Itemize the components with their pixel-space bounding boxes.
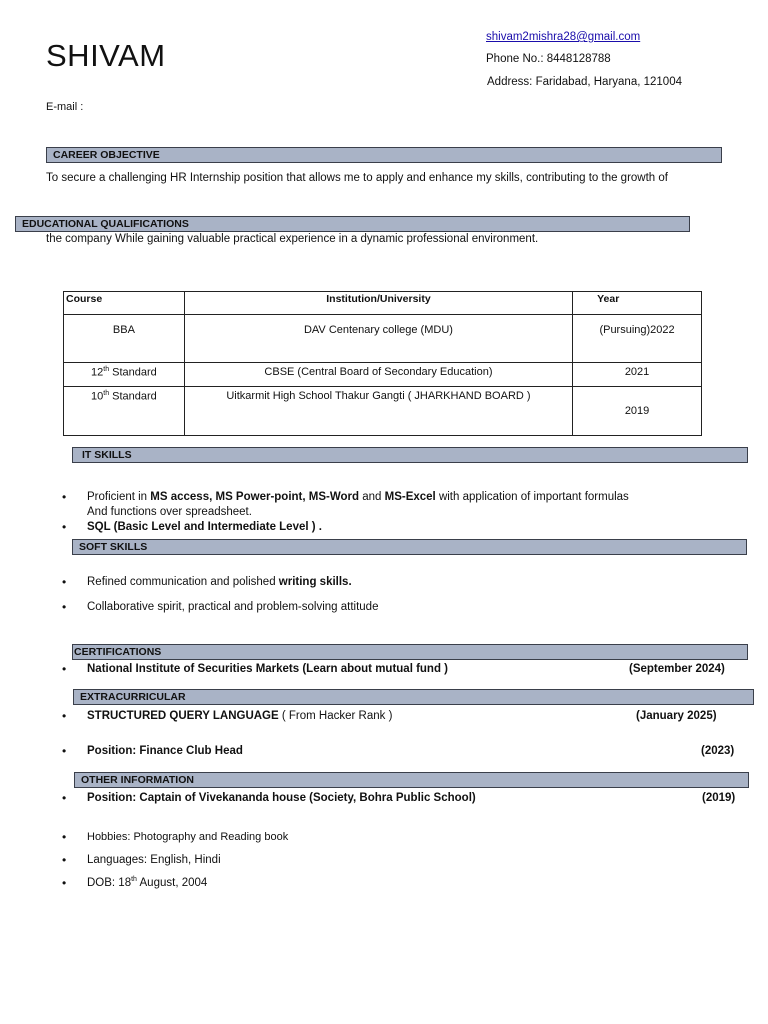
course-cell: 10th Standard xyxy=(64,387,185,436)
bullet-icon: • xyxy=(62,876,67,890)
it-skill-item-1: Proficient in MS access, MS Power-point, MS-Word and MS-Excel with application of important formulas xyxy=(87,491,629,503)
objective-line-2: the company While gaining valuable practical experience in a dynamic professional environment. xyxy=(46,233,539,245)
objective-line-1: To secure a challenging HR Internship position that allows me to apply and enhance my skills, contributing to the growth of xyxy=(46,172,668,184)
bullet-icon: • xyxy=(62,709,67,723)
certifications-heading: CERTIFICATIONS xyxy=(72,644,748,660)
course-cell: 12th Standard xyxy=(64,363,185,387)
extracurricular-item-1: STRUCTURED QUERY LANGUAGE ( From Hacker Rank ) xyxy=(87,710,393,722)
it-skills-heading: IT SKILLS xyxy=(72,447,748,463)
institution-cell: CBSE (Central Board of Secondary Education) xyxy=(184,363,572,387)
languages: Languages: English, Hindi xyxy=(87,854,221,866)
phone-number: Phone No.: 8448128788 xyxy=(486,53,611,65)
col-institution-header: Institution/University xyxy=(184,292,572,315)
certification-item: National Institute of Securities Markets (Learn about mutual fund ) xyxy=(87,663,449,675)
bullet-icon: • xyxy=(62,520,67,534)
year-cell: 2019 xyxy=(573,387,702,436)
date-of-birth: DOB: 18th August, 2004 xyxy=(87,876,208,889)
education-table xyxy=(63,291,702,436)
other-info-position: Position: Captain of Vivekananda house (Society, Bohra Public School) xyxy=(87,792,476,804)
bullet-icon: • xyxy=(62,830,67,844)
certification-date: (September 2024) xyxy=(629,663,725,675)
hobbies: Hobbies: Photography and Reading book xyxy=(87,831,289,843)
table-row xyxy=(64,315,702,363)
bullet-icon: • xyxy=(62,600,67,614)
extracurricular-item-2-date: (2023) xyxy=(701,745,735,757)
email-link[interactable]: shivam2mishra28@gmail.com xyxy=(486,31,641,43)
col-course-header: Course xyxy=(64,292,185,315)
bullet-icon: • xyxy=(62,853,67,867)
education-heading: EDUCATIONAL QUALIFICATIONS xyxy=(15,216,690,232)
extracurricular-heading: EXTRACURRICULAR xyxy=(73,689,754,705)
institution-cell: DAV Centenary college (MDU) xyxy=(184,315,572,363)
career-objective-heading: CAREER OBJECTIVE xyxy=(46,147,722,163)
it-skill-item-2: SQL (Basic Level and Intermediate Level ) . xyxy=(87,521,322,533)
course-cell: BBA xyxy=(64,315,185,363)
candidate-name: SHIVAM xyxy=(46,38,166,73)
bullet-icon: • xyxy=(62,791,67,805)
email-label: E-mail : xyxy=(46,101,84,113)
year-cell: 2021 xyxy=(573,363,702,387)
bullet-icon: • xyxy=(62,662,67,676)
soft-skill-item-1: Refined communication and polished writing skills. xyxy=(87,576,352,588)
soft-skills-heading: SOFT SKILLS xyxy=(72,539,747,555)
it-skill-item-1-continued: And functions over spreadsheet. xyxy=(87,506,252,518)
bullet-icon: • xyxy=(62,744,67,758)
table-header-row xyxy=(64,292,702,315)
institution-cell: Uitkarmit High School Thakur Gangti ( JHARKHAND BOARD ) xyxy=(184,387,572,436)
col-year-header: Year xyxy=(573,292,702,315)
bullet-icon: • xyxy=(62,490,67,504)
other-info-position-date: (2019) xyxy=(702,792,736,804)
extracurricular-item-1-date: (January 2025) xyxy=(636,710,717,722)
bullet-icon: • xyxy=(62,575,67,589)
year-cell: (Pursuing)2022 xyxy=(573,315,702,363)
table-row xyxy=(64,387,702,436)
extracurricular-item-2: Position: Finance Club Head xyxy=(87,745,243,757)
table-row xyxy=(64,363,702,387)
other-information-heading: OTHER INFORMATION xyxy=(74,772,749,788)
soft-skill-item-2: Collaborative spirit, practical and problem-solving attitude xyxy=(87,601,379,613)
address: Address: Faridabad, Haryana, 121004 xyxy=(487,76,682,88)
